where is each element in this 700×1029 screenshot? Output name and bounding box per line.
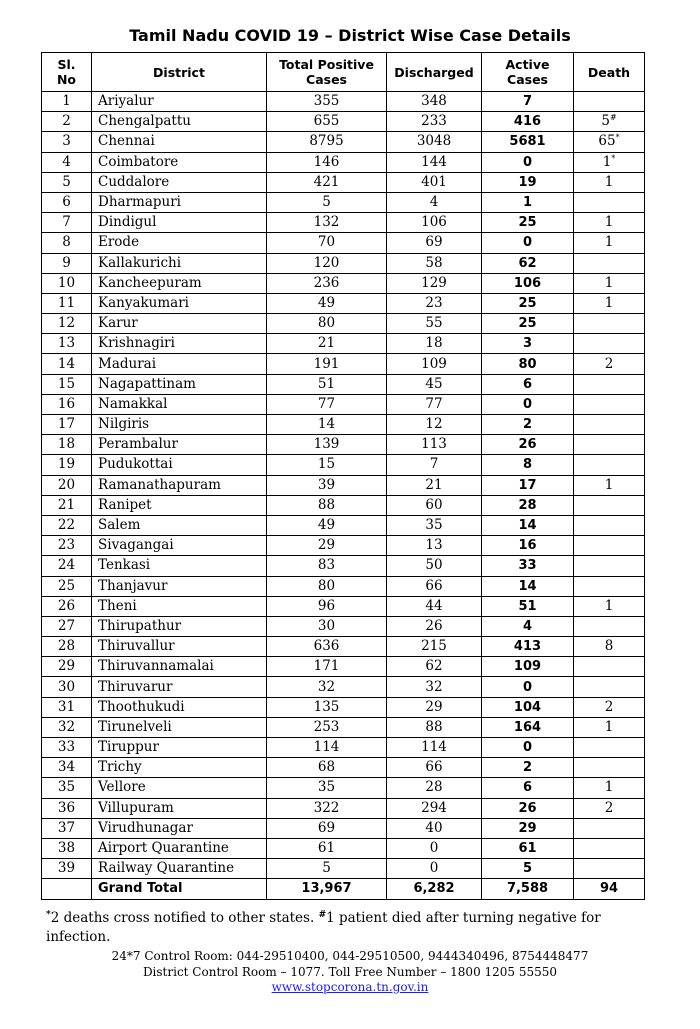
row-death: 1 [574,596,645,616]
table-row [42,112,645,132]
row-discharged: 114 [387,738,482,758]
row-total-positive: 51 [267,374,387,394]
row-death: 1 [574,233,645,253]
row-discharged: 29 [387,697,482,717]
row-total-positive: 68 [267,758,387,778]
death-footnote-mark: * [615,133,620,143]
row-death [574,374,645,394]
row-total-positive: 96 [267,596,387,616]
table-row [42,536,645,556]
row-active-cases: 25 [482,213,574,233]
row-sl-no: 21 [42,495,92,515]
row-sl-no: 14 [42,354,92,374]
row-death [574,495,645,515]
row-active-cases: 14 [482,515,574,535]
row-sl-no: 7 [42,213,92,233]
row-active-cases: 14 [482,576,574,596]
row-sl-no: 12 [42,314,92,334]
row-sl-no: 29 [42,657,92,677]
row-active-cases: 6 [482,374,574,394]
row-district: Erode [92,233,267,253]
row-discharged: 12 [387,415,482,435]
district-cases-table [41,52,645,900]
table-row [42,213,645,233]
row-death [574,818,645,838]
row-district: Coimbatore [92,152,267,172]
row-district: Thirupathur [92,616,267,636]
row-death [574,415,645,435]
row-active-cases: 109 [482,657,574,677]
table-row [42,314,645,334]
grand-total-discharged: 6,282 [387,879,482,899]
row-district: Thanjavur [92,576,267,596]
table-row [42,697,645,717]
row-death [574,677,645,697]
row-district: Airport Quarantine [92,838,267,858]
row-discharged: 233 [387,112,482,132]
row-sl-no: 17 [42,415,92,435]
row-death: 2 [574,354,645,374]
row-sl-no: 22 [42,515,92,535]
row-district: Tenkasi [92,556,267,576]
row-active-cases: 1 [482,192,574,212]
row-death [574,758,645,778]
row-active-cases: 8 [482,455,574,475]
row-discharged: 18 [387,334,482,354]
death-footnote-mark: # [609,113,617,123]
row-district: Nilgiris [92,415,267,435]
row-total-positive: 5 [267,859,387,879]
row-death [574,334,645,354]
row-total-positive: 355 [267,92,387,112]
table-row [42,838,645,858]
row-discharged: 69 [387,233,482,253]
row-sl-no: 19 [42,455,92,475]
row-active-cases: 106 [482,273,574,293]
row-active-cases: 25 [482,314,574,334]
header-total-positive: Total Positive Cases [267,53,387,92]
row-discharged: 32 [387,677,482,697]
row-district: Ranipet [92,495,267,515]
row-active-cases: 413 [482,637,574,657]
row-district: Salem [92,515,267,535]
grand-total-active: 7,588 [482,879,574,899]
district-control-room: District Control Room – 1077. Toll Free Number – 1800 1205 55550 [142,965,558,979]
row-total-positive: 132 [267,213,387,233]
row-active-cases: 61 [482,838,574,858]
row-district: Thiruvarur [92,677,267,697]
row-death: 2 [574,798,645,818]
row-sl-no: 37 [42,818,92,838]
row-total-positive: 421 [267,172,387,192]
row-sl-no: 33 [42,738,92,758]
row-total-positive: 14 [267,415,387,435]
row-district: Ariyalur [92,92,267,112]
row-discharged: 0 [387,838,482,858]
row-sl-no: 2 [42,112,92,132]
row-total-positive: 70 [267,233,387,253]
table-row [42,132,645,152]
grand-total-row [42,879,645,899]
table-row [42,354,645,374]
row-district: Cuddalore [92,172,267,192]
row-death [574,576,645,596]
row-active-cases: 0 [482,677,574,697]
grand-total-death: 94 [574,879,645,899]
table-row [42,657,645,677]
row-active-cases: 104 [482,697,574,717]
document-title: Tamil Nadu COVID 19 – District Wise Case Details [129,26,571,45]
row-death [574,556,645,576]
row-total-positive: 8795 [267,132,387,152]
row-sl-no: 24 [42,556,92,576]
row-active-cases: 6 [482,778,574,798]
row-death: 1 [574,213,645,233]
row-discharged: 58 [387,253,482,273]
row-district: Tiruppur [92,738,267,758]
row-total-positive: 146 [267,152,387,172]
row-death: 1 [574,717,645,737]
row-discharged: 113 [387,435,482,455]
row-district: Pudukottai [92,455,267,475]
table-row [42,233,645,253]
row-sl-no: 20 [42,475,92,495]
row-total-positive: 15 [267,455,387,475]
row-total-positive: 171 [267,657,387,677]
row-district: Chennai [92,132,267,152]
row-death [574,314,645,334]
row-discharged: 129 [387,273,482,293]
row-sl-no: 11 [42,293,92,313]
row-sl-no: 16 [42,394,92,414]
table-row [42,596,645,616]
table-row [42,778,645,798]
table-row [42,576,645,596]
row-discharged: 109 [387,354,482,374]
row-discharged: 28 [387,778,482,798]
row-death [574,859,645,879]
row-death [574,536,645,556]
row-district: Thiruvallur [92,637,267,657]
row-discharged: 21 [387,475,482,495]
row-active-cases: 80 [482,354,574,374]
row-active-cases: 0 [482,152,574,172]
row-sl-no: 28 [42,637,92,657]
row-total-positive: 83 [267,556,387,576]
header-death: Death [574,53,645,92]
row-total-positive: 80 [267,576,387,596]
row-active-cases: 17 [482,475,574,495]
table-header-row [42,53,645,92]
table-row [42,374,645,394]
row-district: Namakkal [92,394,267,414]
row-active-cases: 33 [482,556,574,576]
row-sl-no: 36 [42,798,92,818]
row-total-positive: 32 [267,677,387,697]
row-sl-no: 4 [42,152,92,172]
row-discharged: 215 [387,637,482,657]
row-discharged: 144 [387,152,482,172]
death-footnote-mark: * [611,153,616,163]
row-discharged: 77 [387,394,482,414]
row-active-cases: 29 [482,818,574,838]
row-total-positive: 191 [267,354,387,374]
row-active-cases: 5681 [482,132,574,152]
row-death [574,92,645,112]
row-discharged: 60 [387,495,482,515]
table-row [42,637,645,657]
row-death: 8 [574,637,645,657]
row-district: Sivagangai [92,536,267,556]
row-discharged: 13 [387,536,482,556]
row-total-positive: 80 [267,314,387,334]
row-discharged: 45 [387,374,482,394]
header-sl-no: Sl. No [42,53,92,92]
table-row [42,859,645,879]
row-sl-no: 34 [42,758,92,778]
row-total-positive: 636 [267,637,387,657]
grand-total-sl [42,879,92,899]
row-active-cases: 25 [482,293,574,313]
row-discharged: 35 [387,515,482,535]
row-active-cases: 164 [482,717,574,737]
row-death [574,394,645,414]
row-total-positive: 69 [267,818,387,838]
header-district: District [92,53,267,92]
row-district: Nagapattinam [92,374,267,394]
row-discharged: 26 [387,616,482,636]
row-active-cases: 19 [482,172,574,192]
table-row [42,556,645,576]
row-active-cases: 62 [482,253,574,273]
row-discharged: 66 [387,576,482,596]
row-death: 1 [574,778,645,798]
row-active-cases: 5 [482,859,574,879]
table-row [42,293,645,313]
row-district: Dindigul [92,213,267,233]
row-district: Virudhunagar [92,818,267,838]
table-row [42,758,645,778]
row-discharged: 44 [387,596,482,616]
row-total-positive: 5 [267,192,387,212]
row-death [574,616,645,636]
table-row [42,475,645,495]
row-total-positive: 114 [267,738,387,758]
row-district: Theni [92,596,267,616]
row-total-positive: 88 [267,495,387,515]
row-district: Chengalpattu [92,112,267,132]
row-discharged: 50 [387,556,482,576]
row-death: 1 [574,172,645,192]
row-total-positive: 39 [267,475,387,495]
row-total-positive: 139 [267,435,387,455]
row-death: 5# [574,112,645,132]
row-active-cases: 2 [482,415,574,435]
table-row [42,717,645,737]
table-row [42,253,645,273]
row-active-cases: 416 [482,112,574,132]
row-sl-no: 38 [42,838,92,858]
row-death: 1 [574,475,645,495]
website-link[interactable]: www.stopcorona.tn.gov.in [271,980,429,994]
header-discharged: Discharged [387,53,482,92]
footnote: *2 deaths cross notified to other states. #1 patient died after turning negative for infection. [46,910,601,945]
table-row [42,334,645,354]
row-total-positive: 49 [267,293,387,313]
row-discharged: 4 [387,192,482,212]
row-sl-no: 1 [42,92,92,112]
row-total-positive: 21 [267,334,387,354]
table-row [42,394,645,414]
row-discharged: 0 [387,859,482,879]
header-active-cases: Active Cases [482,53,574,92]
row-district: Thiruvannamalai [92,657,267,677]
row-sl-no: 30 [42,677,92,697]
row-sl-no: 8 [42,233,92,253]
row-sl-no: 35 [42,778,92,798]
grand-total-label: Grand Total [92,879,267,899]
grand-total-positive: 13,967 [267,879,387,899]
table-row [42,192,645,212]
row-total-positive: 253 [267,717,387,737]
row-total-positive: 61 [267,838,387,858]
row-discharged: 55 [387,314,482,334]
row-total-positive: 655 [267,112,387,132]
row-death [574,738,645,758]
row-death: 65* [574,132,645,152]
row-death: 2 [574,697,645,717]
row-total-positive: 77 [267,394,387,414]
row-sl-no: 9 [42,253,92,273]
row-sl-no: 6 [42,192,92,212]
row-sl-no: 5 [42,172,92,192]
table-row [42,738,645,758]
row-district: Madurai [92,354,267,374]
row-district: Tirunelveli [92,717,267,737]
row-death [574,515,645,535]
row-total-positive: 322 [267,798,387,818]
row-total-positive: 236 [267,273,387,293]
table-row [42,92,645,112]
row-death [574,455,645,475]
row-total-positive: 29 [267,536,387,556]
row-death [574,253,645,273]
row-active-cases: 0 [482,394,574,414]
row-district: Kancheepuram [92,273,267,293]
table-row [42,455,645,475]
row-sl-no: 13 [42,334,92,354]
row-active-cases: 0 [482,233,574,253]
row-discharged: 62 [387,657,482,677]
row-active-cases: 0 [482,738,574,758]
row-sl-no: 32 [42,717,92,737]
row-district: Ramanathapuram [92,475,267,495]
row-sl-no: 15 [42,374,92,394]
row-discharged: 88 [387,717,482,737]
row-active-cases: 2 [482,758,574,778]
row-sl-no: 10 [42,273,92,293]
table-row [42,495,645,515]
row-death: 1 [574,293,645,313]
row-sl-no: 39 [42,859,92,879]
row-death: 1 [574,273,645,293]
row-district: Kanyakumari [92,293,267,313]
row-active-cases: 3 [482,334,574,354]
row-district: Vellore [92,778,267,798]
table-row [42,616,645,636]
row-active-cases: 26 [482,798,574,818]
row-district: Dharmapuri [92,192,267,212]
row-district: Perambalur [92,435,267,455]
row-total-positive: 35 [267,778,387,798]
row-active-cases: 51 [482,596,574,616]
row-district: Thoothukudi [92,697,267,717]
row-total-positive: 135 [267,697,387,717]
table-row [42,152,645,172]
row-active-cases: 16 [482,536,574,556]
row-death [574,192,645,212]
row-total-positive: 49 [267,515,387,535]
row-district: Kallakurichi [92,253,267,273]
table-row [42,172,645,192]
table-row [42,818,645,838]
table-row [42,515,645,535]
row-death [574,435,645,455]
row-discharged: 7 [387,455,482,475]
row-active-cases: 28 [482,495,574,515]
row-sl-no: 25 [42,576,92,596]
table-row [42,435,645,455]
table-row [42,415,645,435]
row-sl-no: 23 [42,536,92,556]
row-district: Railway Quarantine [92,859,267,879]
row-discharged: 40 [387,818,482,838]
row-district: Krishnagiri [92,334,267,354]
table-row [42,273,645,293]
row-sl-no: 3 [42,132,92,152]
table-body [42,92,645,879]
row-district: Karur [92,314,267,334]
row-death: 1* [574,152,645,172]
table-row [42,798,645,818]
table-row [42,677,645,697]
row-discharged: 106 [387,213,482,233]
row-sl-no: 27 [42,616,92,636]
row-total-positive: 120 [267,253,387,273]
row-active-cases: 4 [482,616,574,636]
row-active-cases: 7 [482,92,574,112]
control-room-numbers: 24*7 Control Room: 044-29510400, 044-29510500, 9444340496, 8754448477 [111,949,589,963]
row-discharged: 294 [387,798,482,818]
row-sl-no: 26 [42,596,92,616]
row-discharged: 401 [387,172,482,192]
row-discharged: 23 [387,293,482,313]
row-district: Trichy [92,758,267,778]
row-total-positive: 30 [267,616,387,636]
row-discharged: 3048 [387,132,482,152]
row-death [574,838,645,858]
row-death [574,657,645,677]
row-discharged: 348 [387,92,482,112]
row-sl-no: 31 [42,697,92,717]
row-active-cases: 26 [482,435,574,455]
row-discharged: 66 [387,758,482,778]
row-sl-no: 18 [42,435,92,455]
row-district: Villupuram [92,798,267,818]
